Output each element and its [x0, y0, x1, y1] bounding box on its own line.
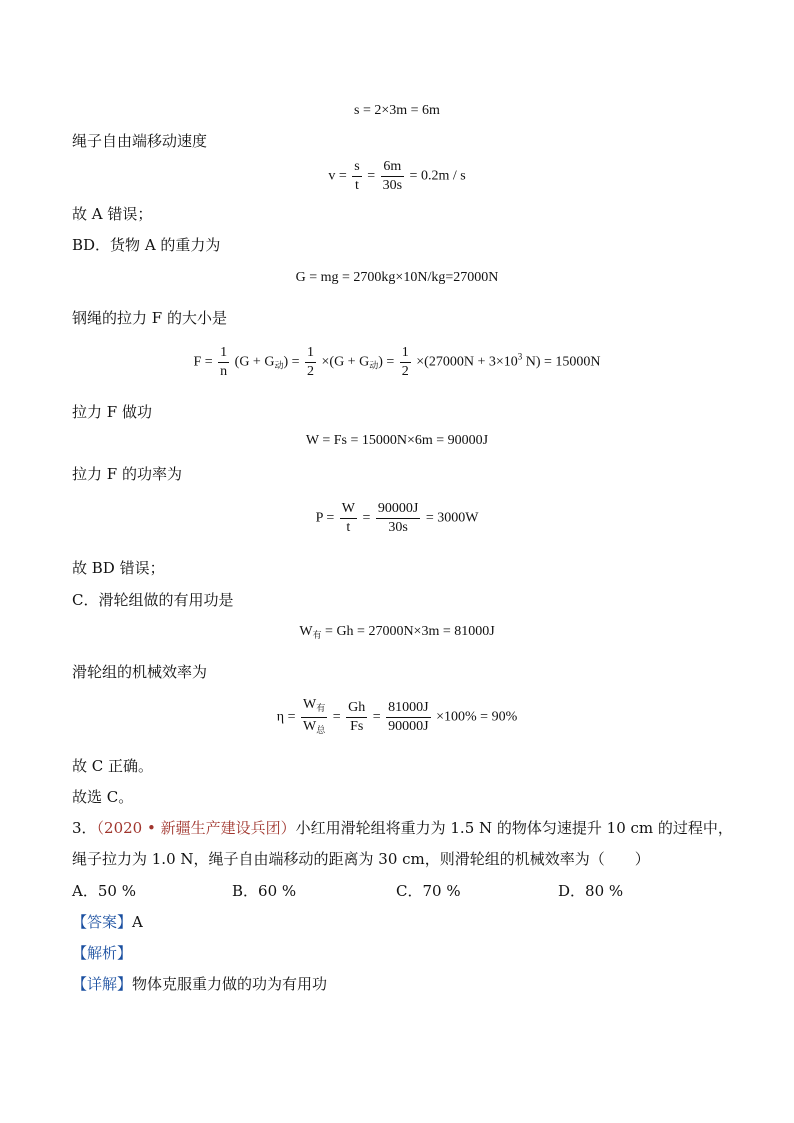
text-line: 绳子自由端移动速度: [72, 132, 208, 150]
equation-work: W = Fs = 15000N×6m = 90000J: [305, 433, 489, 448]
text-line: 故 A 错误；: [72, 205, 153, 223]
text-line: 故 C 正确。: [72, 757, 154, 775]
detail-tag: 【详解】: [72, 975, 133, 993]
equation-gravity: G = mg = 2700kg×10N/kg=27000N: [295, 270, 499, 285]
equation-power: P = $\frac{W}{t}$ = $\frac{90000J}{30s}$ = 3000W: [315, 501, 479, 535]
answer-tag: 【答案】: [72, 913, 133, 931]
answer-line: 【答案】A: [72, 913, 143, 931]
analysis-line: [72, 943, 132, 963]
text-line: 故选 C。: [72, 788, 134, 806]
text-line: BD．货物 A 的重力为: [72, 236, 221, 254]
equation-efficiency: η = $\frac{W_有}{W_总}$ = $\frac{Gh}{Fs}$ = $\frac{81000J}{90000J}$ ×100% = 90%: [276, 697, 518, 735]
question-3-header: 3．（2020 • 新疆生产建设兵团）小红用滑轮组将重力为 1.5 N 的物体匀速提升 10 cm 的过程中，: [72, 819, 733, 837]
question-source: （2020 • 新疆生产建设兵团）: [96, 819, 296, 837]
option-c: C．70 %: [396, 882, 461, 900]
equation-velocity: v = $\frac{s}{t}$ = $\frac{6m}{30s}$ = 0.2m / s: [328, 159, 466, 193]
text-line: 滑轮组的机械效率为: [72, 663, 208, 681]
text-line: 拉力 F 的功率为: [72, 465, 182, 483]
option-d: D．80 %: [558, 882, 624, 900]
option-b: B．60 %: [232, 882, 297, 900]
detail-line: 【详解】物体克服重力做的功为有用功: [72, 975, 328, 993]
option-a: A．50 %: [72, 882, 136, 900]
equation-useful-work: $W_有 = Gh = 27000N\times 3m = 81000J$: [299, 624, 495, 640]
analysis-tag: 【解析】: [72, 944, 133, 962]
text-line: 拉力 F 做功: [72, 403, 152, 421]
text-line: 钢绳的拉力 F 的大小是: [72, 309, 227, 327]
equation-distance: s = 2×3m = 6m: [354, 103, 440, 118]
text-line: 故 BD 错误；: [72, 559, 165, 577]
question-3-text: 绳子拉力为 1.0 N，绳子自由端移动的距离为 30 cm，则滑轮组的机械效率为（ ）: [72, 850, 650, 868]
equation-force: F = $\frac{1}{n}$ $(G + G_动)$ = $\frac{1}{2}$ $\times(G + G_动)$ = $\frac{1}{2}$ $\times(27000N + 3\times 10^3$ N) = 15000N: [193, 345, 601, 379]
text-line: C．滑轮组做的有用功是: [72, 591, 234, 609]
